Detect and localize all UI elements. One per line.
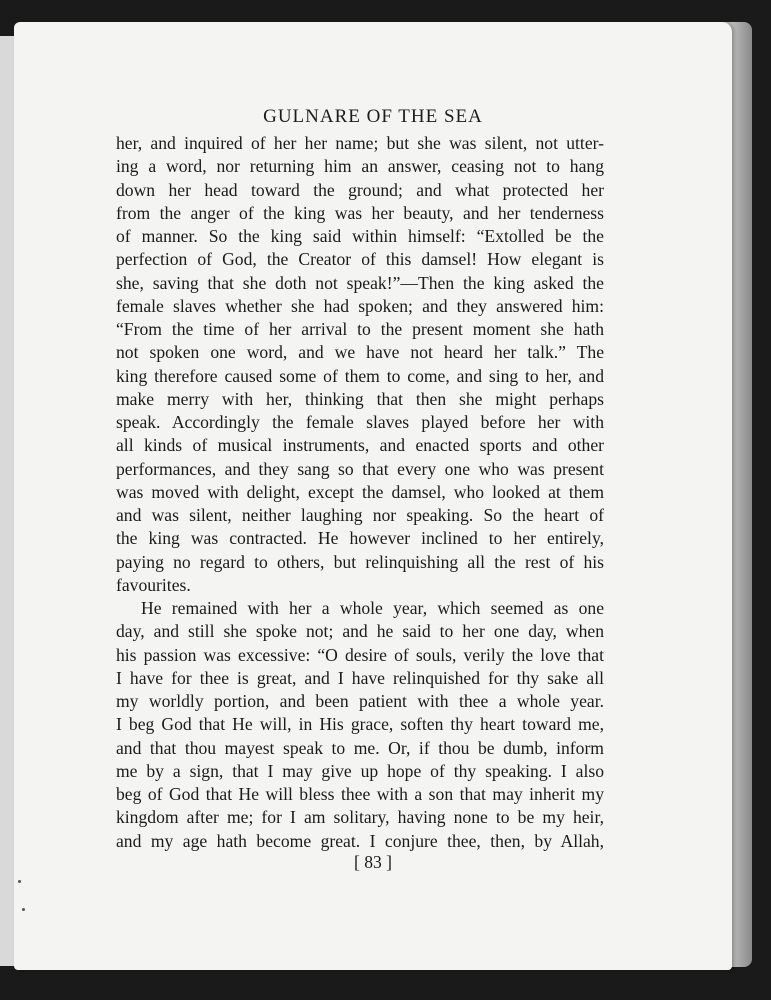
text-line: the king was contracted. He however inclined to her entirely, [116, 528, 604, 549]
text-line: all kinds of musical instruments, and enacted sports and other [116, 435, 604, 456]
text-line: his passion was excessive: “O desire of souls, verily the love that [116, 644, 604, 665]
text-line: and was silent, neither laughing nor speaking. So the heart of [116, 505, 604, 525]
text-line: perfection of God, the Creator of this damsel! How elegant is [116, 249, 604, 270]
text-line: and that thou mayest speak to me. Or, if thou be dumb, inform [116, 737, 604, 758]
text-line: ing a word, nor returning him an answer, ceasing not to hang [116, 156, 604, 177]
text-line: was moved with delight, except the damsel, who looked at them [116, 481, 604, 502]
text-line: beg of God that He will bless thee with a son that may inherit my [116, 784, 604, 804]
text-line: paying no regard to others, but relinquishing all the rest of his [116, 551, 604, 572]
book-page [14, 22, 732, 970]
running-head: GULNARE OF THE SEA [263, 106, 483, 127]
page-number: [ 83 ] [353, 852, 393, 872]
body-text [116, 132, 604, 853]
text-line: I beg God that He will, in His grace, soften thy heart toward me, [116, 714, 604, 735]
margin-speck [18, 880, 21, 883]
margin-speck [22, 908, 25, 911]
text-line: down her head toward the ground; and what protected her [116, 179, 604, 200]
text-line: her, and inquired of her her name; but she was silent, not utter- [116, 133, 604, 153]
text-line: from the anger of the king was her beauty, and her tenderness [116, 202, 604, 223]
text-line: not spoken one word, and we have not heard her talk.” The [116, 342, 604, 363]
text-line: favourites. [116, 574, 191, 595]
text-line: make merry with her, thinking that then she might perhaps [116, 388, 604, 409]
text-line: I have for thee is great, and I have relinquished for thy sake all [116, 667, 604, 688]
text-line: my worldly portion, and been patient with thee a whole year. [116, 691, 604, 711]
text-line: me by a sign, that I may give up hope of thy speaking. I also [116, 760, 604, 781]
text-line: she, saving that she doth not speak!”—Then the king asked the [116, 272, 604, 293]
text-line: day, and still she spoke not; and he said to her one day, when [116, 621, 604, 642]
text-line: “From the time of her arrival to the present moment she hath [116, 319, 604, 339]
text-line: He remained with her a whole year, which seemed as one [141, 598, 604, 618]
text-line: performances, and they sang so that every one who was present [116, 458, 604, 479]
text-line: of manner. So the king said within himself: “Extolled be the [116, 226, 604, 246]
text-line: speak. Accordingly the female slaves played before her with [116, 412, 604, 432]
text-line: kingdom after me; for I am solitary, having none to be my heir, [116, 807, 604, 828]
text-line: king therefore caused some of them to come, and sing to her, and [116, 365, 604, 386]
text-line: female slaves whether she had spoken; and they answered him: [116, 295, 604, 316]
text-line: and my age hath become great. I conjure thee, then, by Allah, [116, 830, 604, 851]
